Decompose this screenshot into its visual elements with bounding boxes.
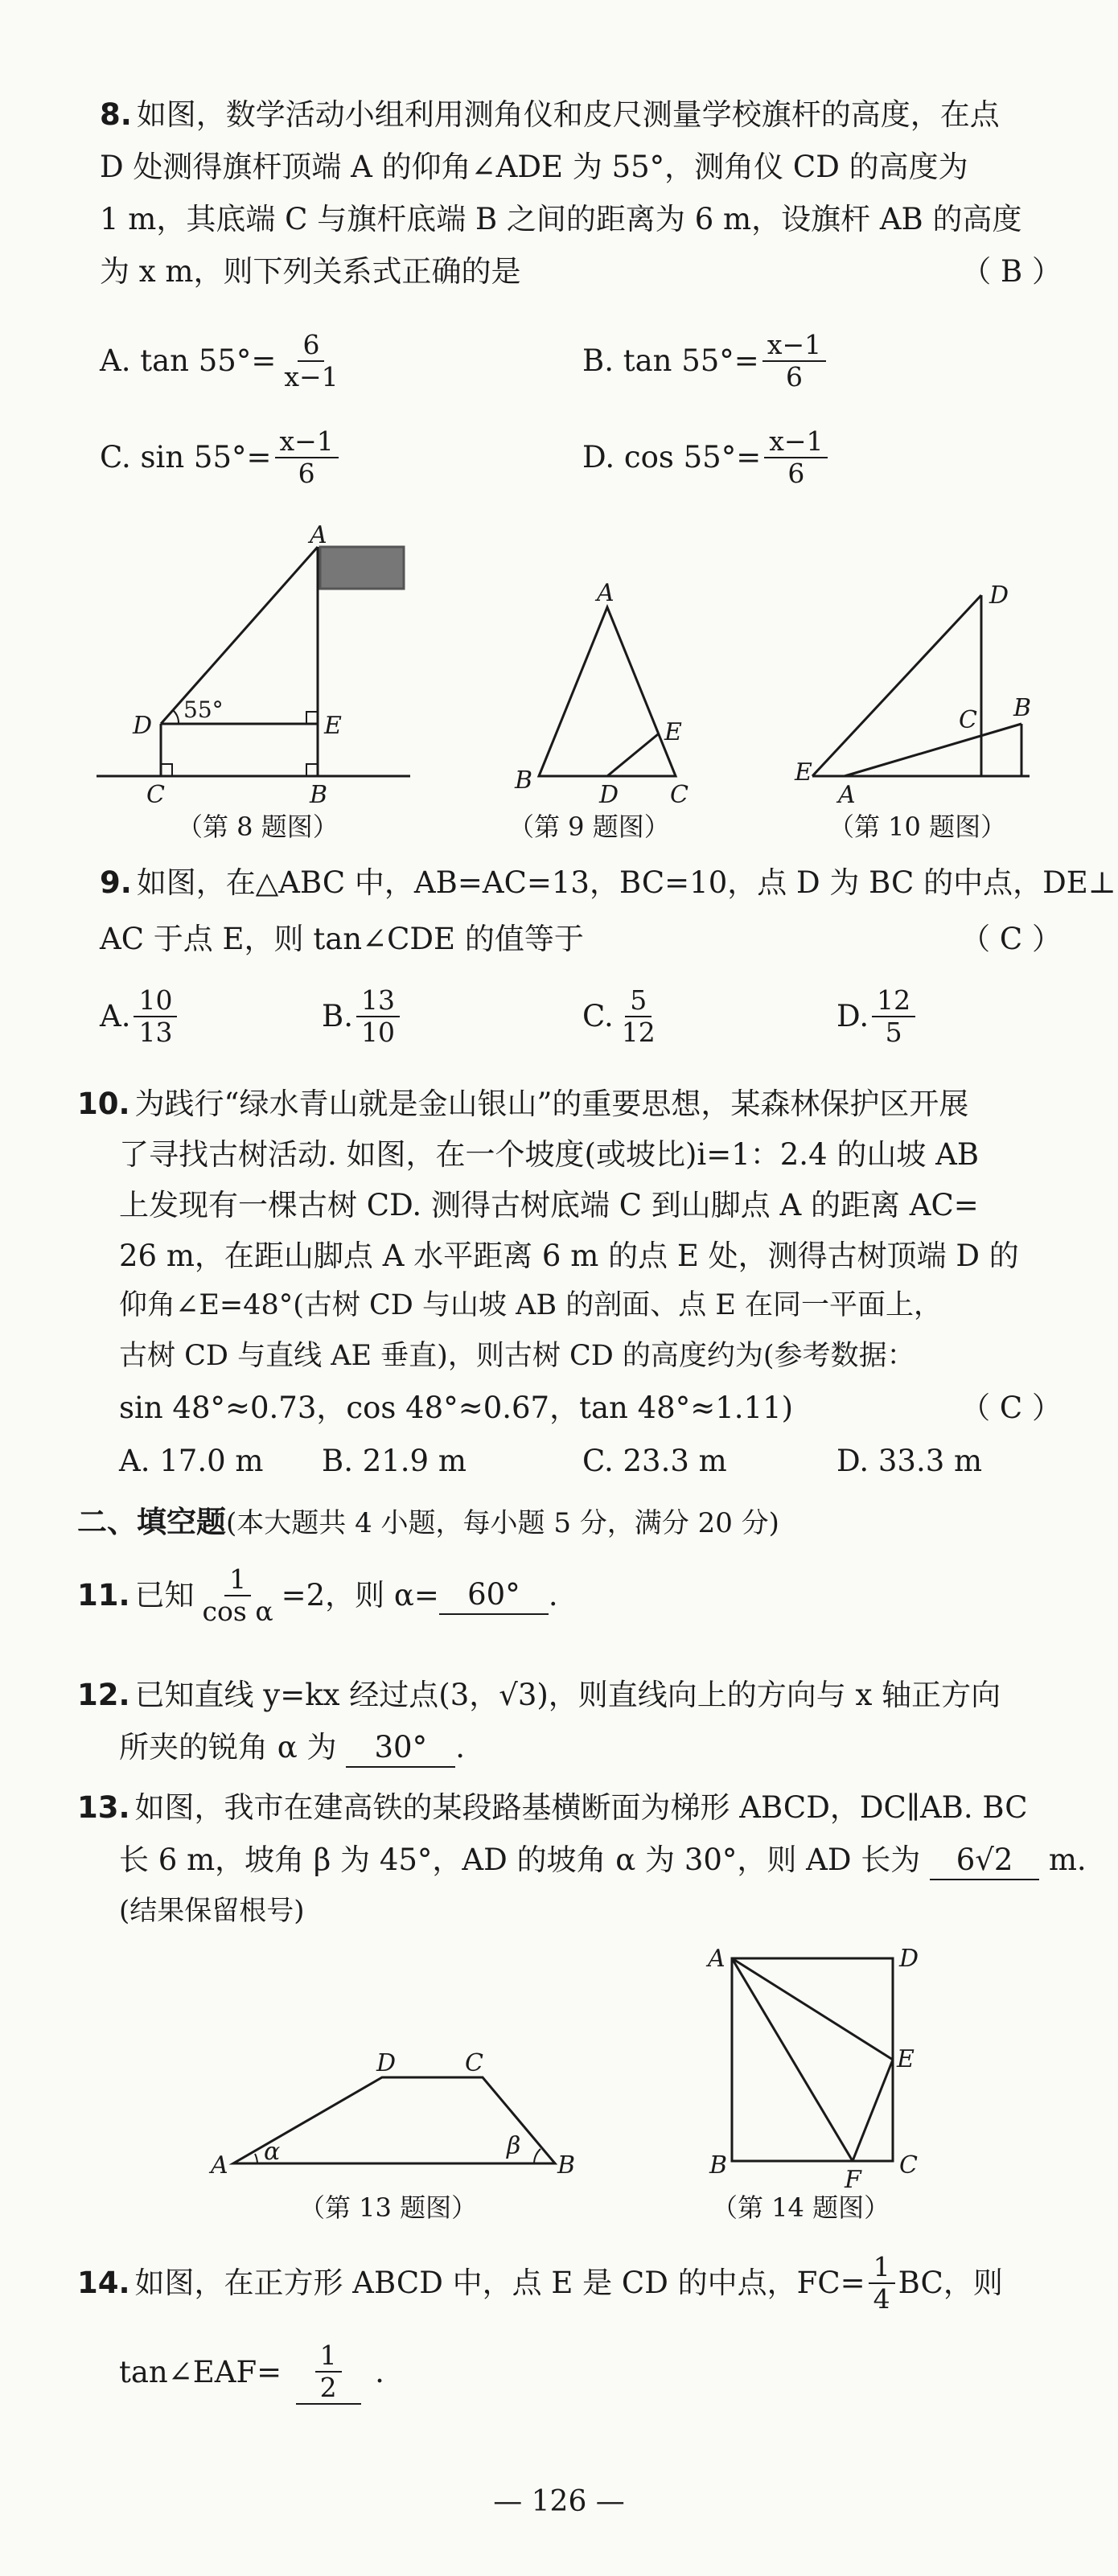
fig10-label-d: D bbox=[989, 581, 1009, 610]
fig10-label-e: E bbox=[795, 758, 812, 787]
figures-row-1 bbox=[0, 515, 1118, 828]
figure-9 bbox=[539, 607, 676, 776]
fraction: $\frac{12}{5}$ bbox=[872, 985, 915, 1048]
fig9-label-c: C bbox=[670, 781, 688, 809]
q11-answer: 60° bbox=[439, 1576, 549, 1615]
q9-line-2: AC 于点 E，则 tan∠CDE 的值等于 （ C ） bbox=[100, 921, 1062, 958]
fig10-label-a: A bbox=[838, 781, 856, 809]
fig14-label-d: D bbox=[899, 1946, 919, 1973]
section-note: (本大题共 4 小题，每小题 5 分，满分 20 分) bbox=[226, 1507, 779, 1539]
fig13-label-alpha: α bbox=[264, 2138, 281, 2166]
fig13-label-a: A bbox=[211, 2151, 228, 2180]
q9-option-d: D. $\frac{12}{5}$ bbox=[836, 985, 919, 1048]
triangle-abc bbox=[539, 607, 676, 776]
q10-line-6: 古树 CD 与直线 AE 垂直)，则古树 CD 的高度约为(参考数据： bbox=[119, 1340, 915, 1372]
fig14-label-a: A bbox=[708, 1946, 725, 1973]
segment-ae bbox=[732, 1958, 893, 2060]
fig8-angle-label: 55° bbox=[183, 696, 224, 723]
fig10-caption: （第 10 题图） bbox=[828, 811, 1007, 842]
q12-line-2: 所夹的锐角 α 为 30° . bbox=[119, 1729, 1062, 1768]
q8-option-a: A. tan 55°= $\frac{6}{x-1}$ bbox=[100, 330, 347, 392]
fig9-label-a: A bbox=[597, 579, 614, 607]
fig14-label-b: B bbox=[709, 2151, 728, 2180]
q10-option-c: C. 23.3 m bbox=[582, 1444, 727, 1478]
fig14-label-c: C bbox=[899, 2151, 918, 2180]
right-angle-e bbox=[306, 712, 318, 724]
fig8-label-e: E bbox=[324, 712, 342, 740]
q9-answer: （ C ） bbox=[960, 922, 1062, 956]
q10-option-b: B. 21.9 m bbox=[322, 1444, 467, 1478]
slope-ab bbox=[845, 724, 1021, 776]
q8-line-1: 8. 如图，数学活动小组利用测角仪和皮尺测量学校旗杆的高度，在点 bbox=[100, 97, 1000, 132]
fraction: $\frac{1}{4}$ bbox=[869, 2252, 895, 2315]
figure-14 bbox=[732, 1958, 893, 2161]
q12-number: 12. bbox=[77, 1678, 130, 1712]
fraction: $\frac{1}{\text{cos α}}$ bbox=[202, 1563, 273, 1627]
square-abcd bbox=[732, 1958, 893, 2161]
q8-option-d: D. cos 55°= $\frac{x-1}{6}$ bbox=[582, 426, 831, 489]
figures-row-2 bbox=[0, 1946, 1118, 2212]
sight-line-ed bbox=[812, 595, 981, 776]
fig9-label-b: B bbox=[515, 766, 533, 795]
q10-line-2: 了寻找古树活动. 如图，在一个坡度(或坡比)i=1：2.4 的山坡 AB bbox=[119, 1137, 980, 1172]
right-angle-b bbox=[306, 764, 318, 776]
page-number: — 126 — bbox=[493, 2485, 625, 2518]
figure-8 bbox=[97, 547, 410, 776]
q14-answer bbox=[282, 2340, 375, 2405]
question-11: 11. 已知 $\frac{1}{\text{cos α}}$ =2，则 α= 60° . bbox=[77, 1563, 558, 1627]
flag bbox=[320, 547, 404, 589]
fraction: $\frac{13}{10}$ bbox=[356, 985, 400, 1048]
q13-answer: 6√2 bbox=[930, 1842, 1039, 1880]
q14-line-1: 14. 如图，在正方形 ABCD 中，点 E 是 CD 的中点，FC= $\frac{1}{4}$ BC，则 bbox=[77, 2251, 1003, 2315]
q13-line-2: 长 6 m，坡角 β 为 45°，AD 的坡角 α 为 30°，则 AD 长为 6√2 m. bbox=[119, 1842, 1062, 1880]
fig10-label-c: C bbox=[959, 706, 977, 734]
q11-number: 11. bbox=[77, 1577, 130, 1613]
fraction: $\frac{5}{12}$ bbox=[621, 984, 656, 1048]
fig9-label-d: D bbox=[599, 781, 619, 809]
fig14-label-e: E bbox=[897, 2045, 915, 2073]
segment-ef bbox=[853, 2060, 893, 2161]
fig13-label-beta: β bbox=[507, 2132, 521, 2160]
figure-10 bbox=[812, 595, 1030, 776]
q10-option-d: D. 33.3 m bbox=[836, 1444, 983, 1478]
fraction: $\frac{x-1}{6}$ bbox=[762, 330, 826, 392]
alpha-arc bbox=[255, 2154, 257, 2163]
q8-number: 8. bbox=[100, 97, 132, 132]
q8-line-4: 为 x m，则下列关系式正确的是 （ B ） bbox=[100, 253, 1062, 290]
fig14-caption: （第 14 题图） bbox=[712, 2192, 890, 2223]
fraction: $\frac{10}{13}$ bbox=[134, 985, 177, 1048]
fig8-label-b: B bbox=[310, 781, 328, 809]
fig8-label-c: C bbox=[146, 781, 165, 809]
q14-line-2: tan∠EAF= $\frac{1}{2}$ . bbox=[119, 2340, 384, 2403]
q9-option-b: B. $\frac{13}{10}$ bbox=[322, 985, 403, 1048]
q9-line-1: 9. 如图，在△ABC 中，AB=AC=13，BC=10，点 D 为 BC 的中点，DE⊥ bbox=[100, 865, 1116, 900]
q10-line-7: sin 48°≈0.73，cos 48°≈0.67，tan 48°≈1.11) （ C ） bbox=[119, 1390, 1062, 1427]
fraction: $\frac{6}{x-1}$ bbox=[284, 329, 339, 392]
q9-option-c: C. $\frac{5}{12}$ bbox=[582, 985, 664, 1048]
q9-option-a: A. $\frac{10}{13}$ bbox=[100, 985, 180, 1048]
fig10-label-b: B bbox=[1013, 694, 1032, 722]
section-2-heading bbox=[77, 1504, 1062, 1541]
beta-arc bbox=[534, 2149, 541, 2163]
q10-line-3: 上发现有一棵古树 CD. 测得古树底端 C 到山脚点 A 的距离 AC= bbox=[119, 1188, 979, 1222]
q10-answer: （ C ） bbox=[960, 1391, 1062, 1425]
fig9-caption: （第 9 题图） bbox=[508, 811, 670, 842]
fraction: $\frac{x-1}{6}$ bbox=[275, 426, 339, 489]
fig13-caption: （第 13 题图） bbox=[299, 2192, 478, 2223]
q8-line-2: D 处测得旗杆顶端 A 的仰角∠ADE 为 55°，测角仪 CD 的高度为 bbox=[100, 150, 968, 184]
q8-option-c: C. sin 55°= $\frac{x-1}{6}$ bbox=[100, 426, 342, 489]
fig14-label-f: F bbox=[845, 2166, 861, 2194]
q10-option-a: A. 17.0 m bbox=[119, 1444, 264, 1478]
q13-line-3: (结果保留根号) bbox=[119, 1895, 305, 1927]
q10-number: 10. bbox=[77, 1087, 130, 1121]
q10-line-1: 10. 为践行“绿水青山就是金山银山”的重要思想，某森林保护区开展 bbox=[77, 1087, 969, 1121]
q13-number: 13. bbox=[77, 1790, 130, 1825]
q12-line-1: 12. 已知直线 y=kx 经过点(3，√3)，则直线向上的方向与 x 轴正方向 bbox=[77, 1678, 1001, 1712]
q10-line-5: 仰角∠E=48°(古树 CD 与山坡 AB 的剖面、点 E 在同一平面上， bbox=[119, 1289, 943, 1321]
segment-af bbox=[732, 1958, 853, 2161]
fig8-caption: （第 8 题图） bbox=[177, 811, 339, 842]
section-title: 二、填空题 bbox=[77, 1505, 226, 1539]
fig8-label-a: A bbox=[310, 521, 327, 549]
fig13-label-d: D bbox=[376, 2049, 397, 2077]
q12-answer: 30° bbox=[346, 1729, 455, 1768]
fig13-label-c: C bbox=[465, 2049, 483, 2077]
q8-option-b: B. tan 55°= $\frac{x-1}{6}$ bbox=[582, 330, 829, 392]
q8-answer: （ B ） bbox=[961, 254, 1062, 289]
fig8-label-d: D bbox=[133, 712, 153, 740]
fig13-label-b: B bbox=[557, 2151, 576, 2180]
right-angle-c bbox=[161, 764, 172, 776]
q14-number: 14. bbox=[77, 2265, 130, 2300]
angle-arc bbox=[173, 710, 179, 724]
q8-line-3: 1 m，其底端 C 与旗杆底端 B 之间的距离为 6 m，设旗杆 AB 的高度 bbox=[100, 202, 1022, 236]
q9-number: 9. bbox=[100, 865, 132, 900]
q10-line-4: 26 m，在距山脚点 A 水平距离 6 m 的点 E 处，测得古树顶端 D 的 bbox=[119, 1239, 1019, 1273]
fraction: $\frac{x-1}{6}$ bbox=[764, 426, 828, 489]
q13-line-1: 13. 如图，我市在建高铁的某段路基横断面为梯形 ABCD，DC∥AB. BC bbox=[77, 1790, 1028, 1825]
fraction: $\frac{1}{2}$ bbox=[296, 2340, 361, 2405]
segment-de bbox=[607, 734, 658, 776]
fig9-label-e: E bbox=[664, 718, 682, 746]
